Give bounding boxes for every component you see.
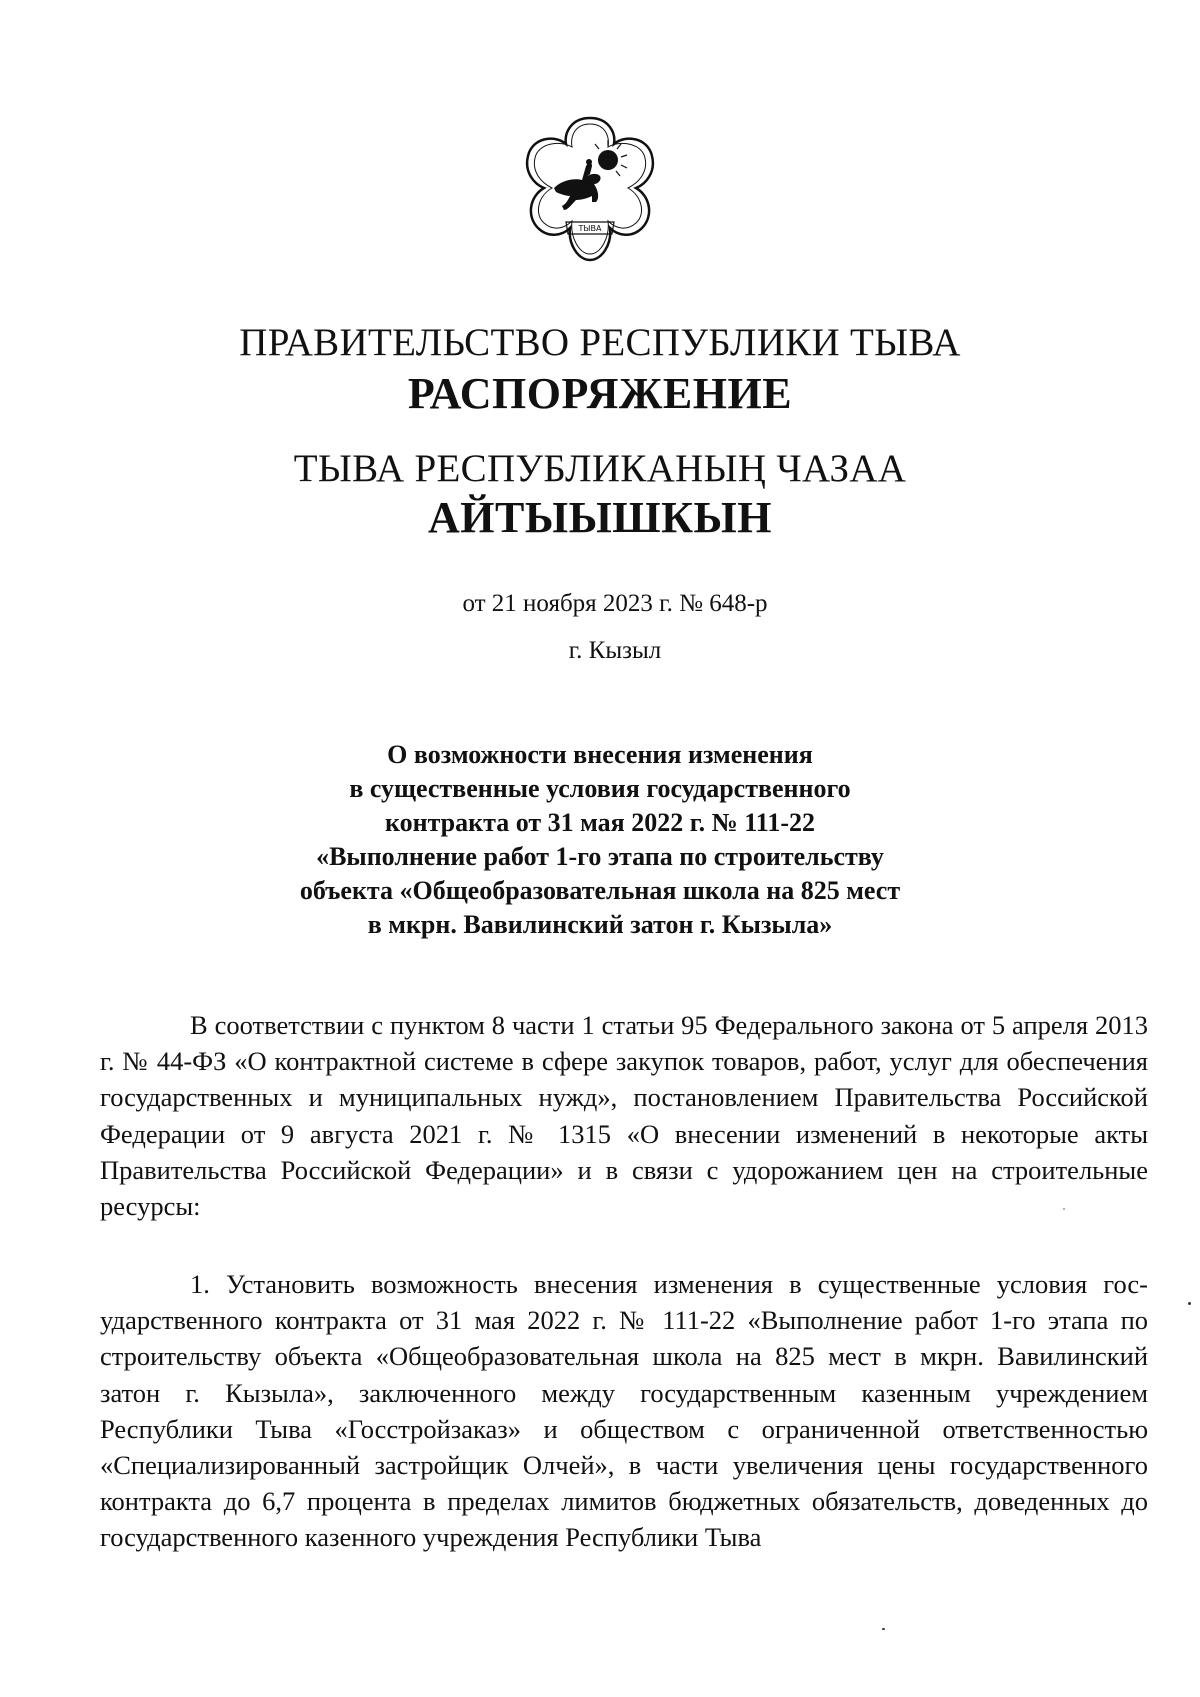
emblem-text: ТЫВА xyxy=(578,224,602,233)
document-type-tyv: АЙТЫЫШКЫН xyxy=(428,493,772,542)
document-title xyxy=(250,738,950,942)
coat-of-arms-emblem xyxy=(516,110,664,270)
scan-speck xyxy=(1188,1302,1191,1305)
organization-name-tyv: ТЫВА РЕСПУБЛИКАНЫҢ ЧАЗАА xyxy=(293,447,907,490)
title-line: объекта «Общеобразовательная школа на 825 мест xyxy=(299,876,901,905)
title-line: в мкрн. Вавилинский затон г. Кызыла» xyxy=(367,910,833,939)
scan-speck xyxy=(1063,1208,1065,1210)
preamble-paragraph: В соответствии с пунктом 8 части 1 статьи 95 Федерального закона от 5 апреля 2013 г. № 44-ФЗ «О контрактной системе в сфере закупок товаров, работ, услуг для обеспечения государственных и муниципальных нужд», постановлением Правительства Российской Федерации от 9 августа 2021 г. № 1315 «О внесении изменений в некоторые акты Правительства Российской Федерации» и в связи с удорожанием цен на строительные ресурсы: xyxy=(100,1010,1148,1222)
title-line: в существенные условия государственного xyxy=(349,774,851,803)
title-line: О возможности внесения изменения xyxy=(387,740,813,769)
city: г. Кызыл xyxy=(568,637,662,664)
title-line: «Выполнение работ 1-го этапа по строительству xyxy=(316,842,884,871)
scan-speck xyxy=(882,1628,885,1630)
organization-name-ru: ПРАВИТЕЛЬСТВО РЕСПУБЛИКИ ТЫВА xyxy=(239,321,961,364)
date-and-number: от 21 ноября 2023 г. № 648-р xyxy=(462,590,768,617)
document-type-ru: РАСПОРЯЖЕНИЕ xyxy=(407,369,793,418)
title-line: контракта от 31 мая 2022 г. № 111-22 xyxy=(384,808,816,837)
clause-1-paragraph: 1. Установить возможность внесения изменения в существенные условия государственного контракта от 31 мая 2022 г. № 111-22 «Выполнение работ 1-го этапа по строительству объекта «Общеобразовательная школа на 825 мест в мкрн. Вавилинский затон г. Кызыла», заключенного между государственным казенным учреждением Республики Тыва «Госстройзаказ» и обществом с ограниченной ответственностью «Специализированный застройщик Олчей», в части увеличения цены государственного контракта до 6,7 процента в пределах лимитов бюджетных обязательств, доведенных до государственного казенного учреждения Республики Тыва xyxy=(100,1269,1148,1553)
